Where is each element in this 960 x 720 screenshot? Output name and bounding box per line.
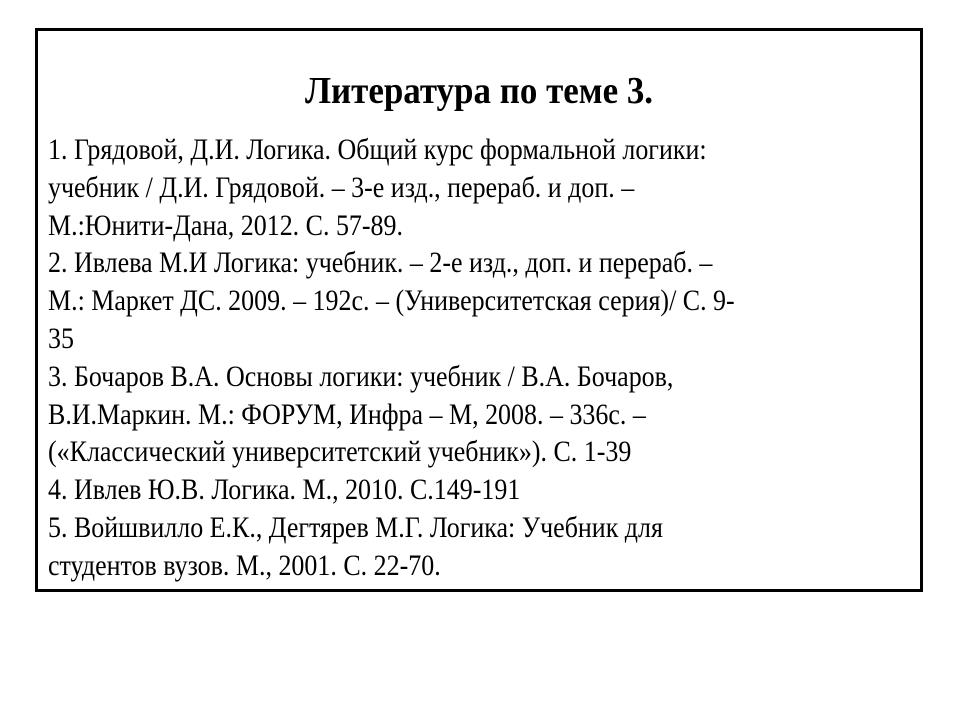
reference-item-5 bbox=[48, 510, 814, 586]
reference-line: М.:Юнити-Дана, 2012. С. 57-89. bbox=[48, 209, 404, 242]
reference-line: 1. Грядовой, Д.И. Логика. Общий курс формальной логики: bbox=[48, 134, 707, 166]
reference-line: 3. Бочаров В.А. Основы логики: учебник / В.А. Бочаров, bbox=[48, 360, 674, 393]
reference-item-4 bbox=[48, 472, 814, 510]
reference-line: 5. Войшвилло Е.К., Дегтярев М.Г. Логика: Учебник для bbox=[48, 511, 663, 544]
reference-line: 35 bbox=[48, 322, 74, 355]
reference-line: 2. Ивлева М.И Логика: учебник. – 2-е изд., доп. и перераб. – bbox=[48, 247, 713, 280]
reference-line: («Классический университетский учебник»). С. 1-39 bbox=[48, 436, 632, 469]
content-frame bbox=[35, 28, 923, 592]
reference-list bbox=[48, 132, 814, 586]
reference-item-3 bbox=[48, 359, 814, 472]
reference-line: учебник / Д.И. Грядовой. – 3-е изд., перераб. и доп. – bbox=[48, 171, 635, 204]
reference-line: М.: Маркет ДС. 2009. – 192с. – (Университетская серия)/ С. 9- bbox=[48, 285, 735, 318]
reference-line: В.И.Маркин. М.: ФОРУМ, Инфра – М, 2008. – 336с. – bbox=[48, 398, 646, 431]
slide-title: Литература по теме 3. bbox=[304, 70, 654, 112]
reference-line: 4. Ивлев Ю.В. Логика. М., 2010. С.149-191 bbox=[48, 474, 521, 507]
reference-item-2 bbox=[48, 245, 814, 358]
reference-line: студентов вузов. М., 2001. С. 22-70. bbox=[48, 549, 441, 582]
reference-item-1 bbox=[48, 132, 814, 245]
